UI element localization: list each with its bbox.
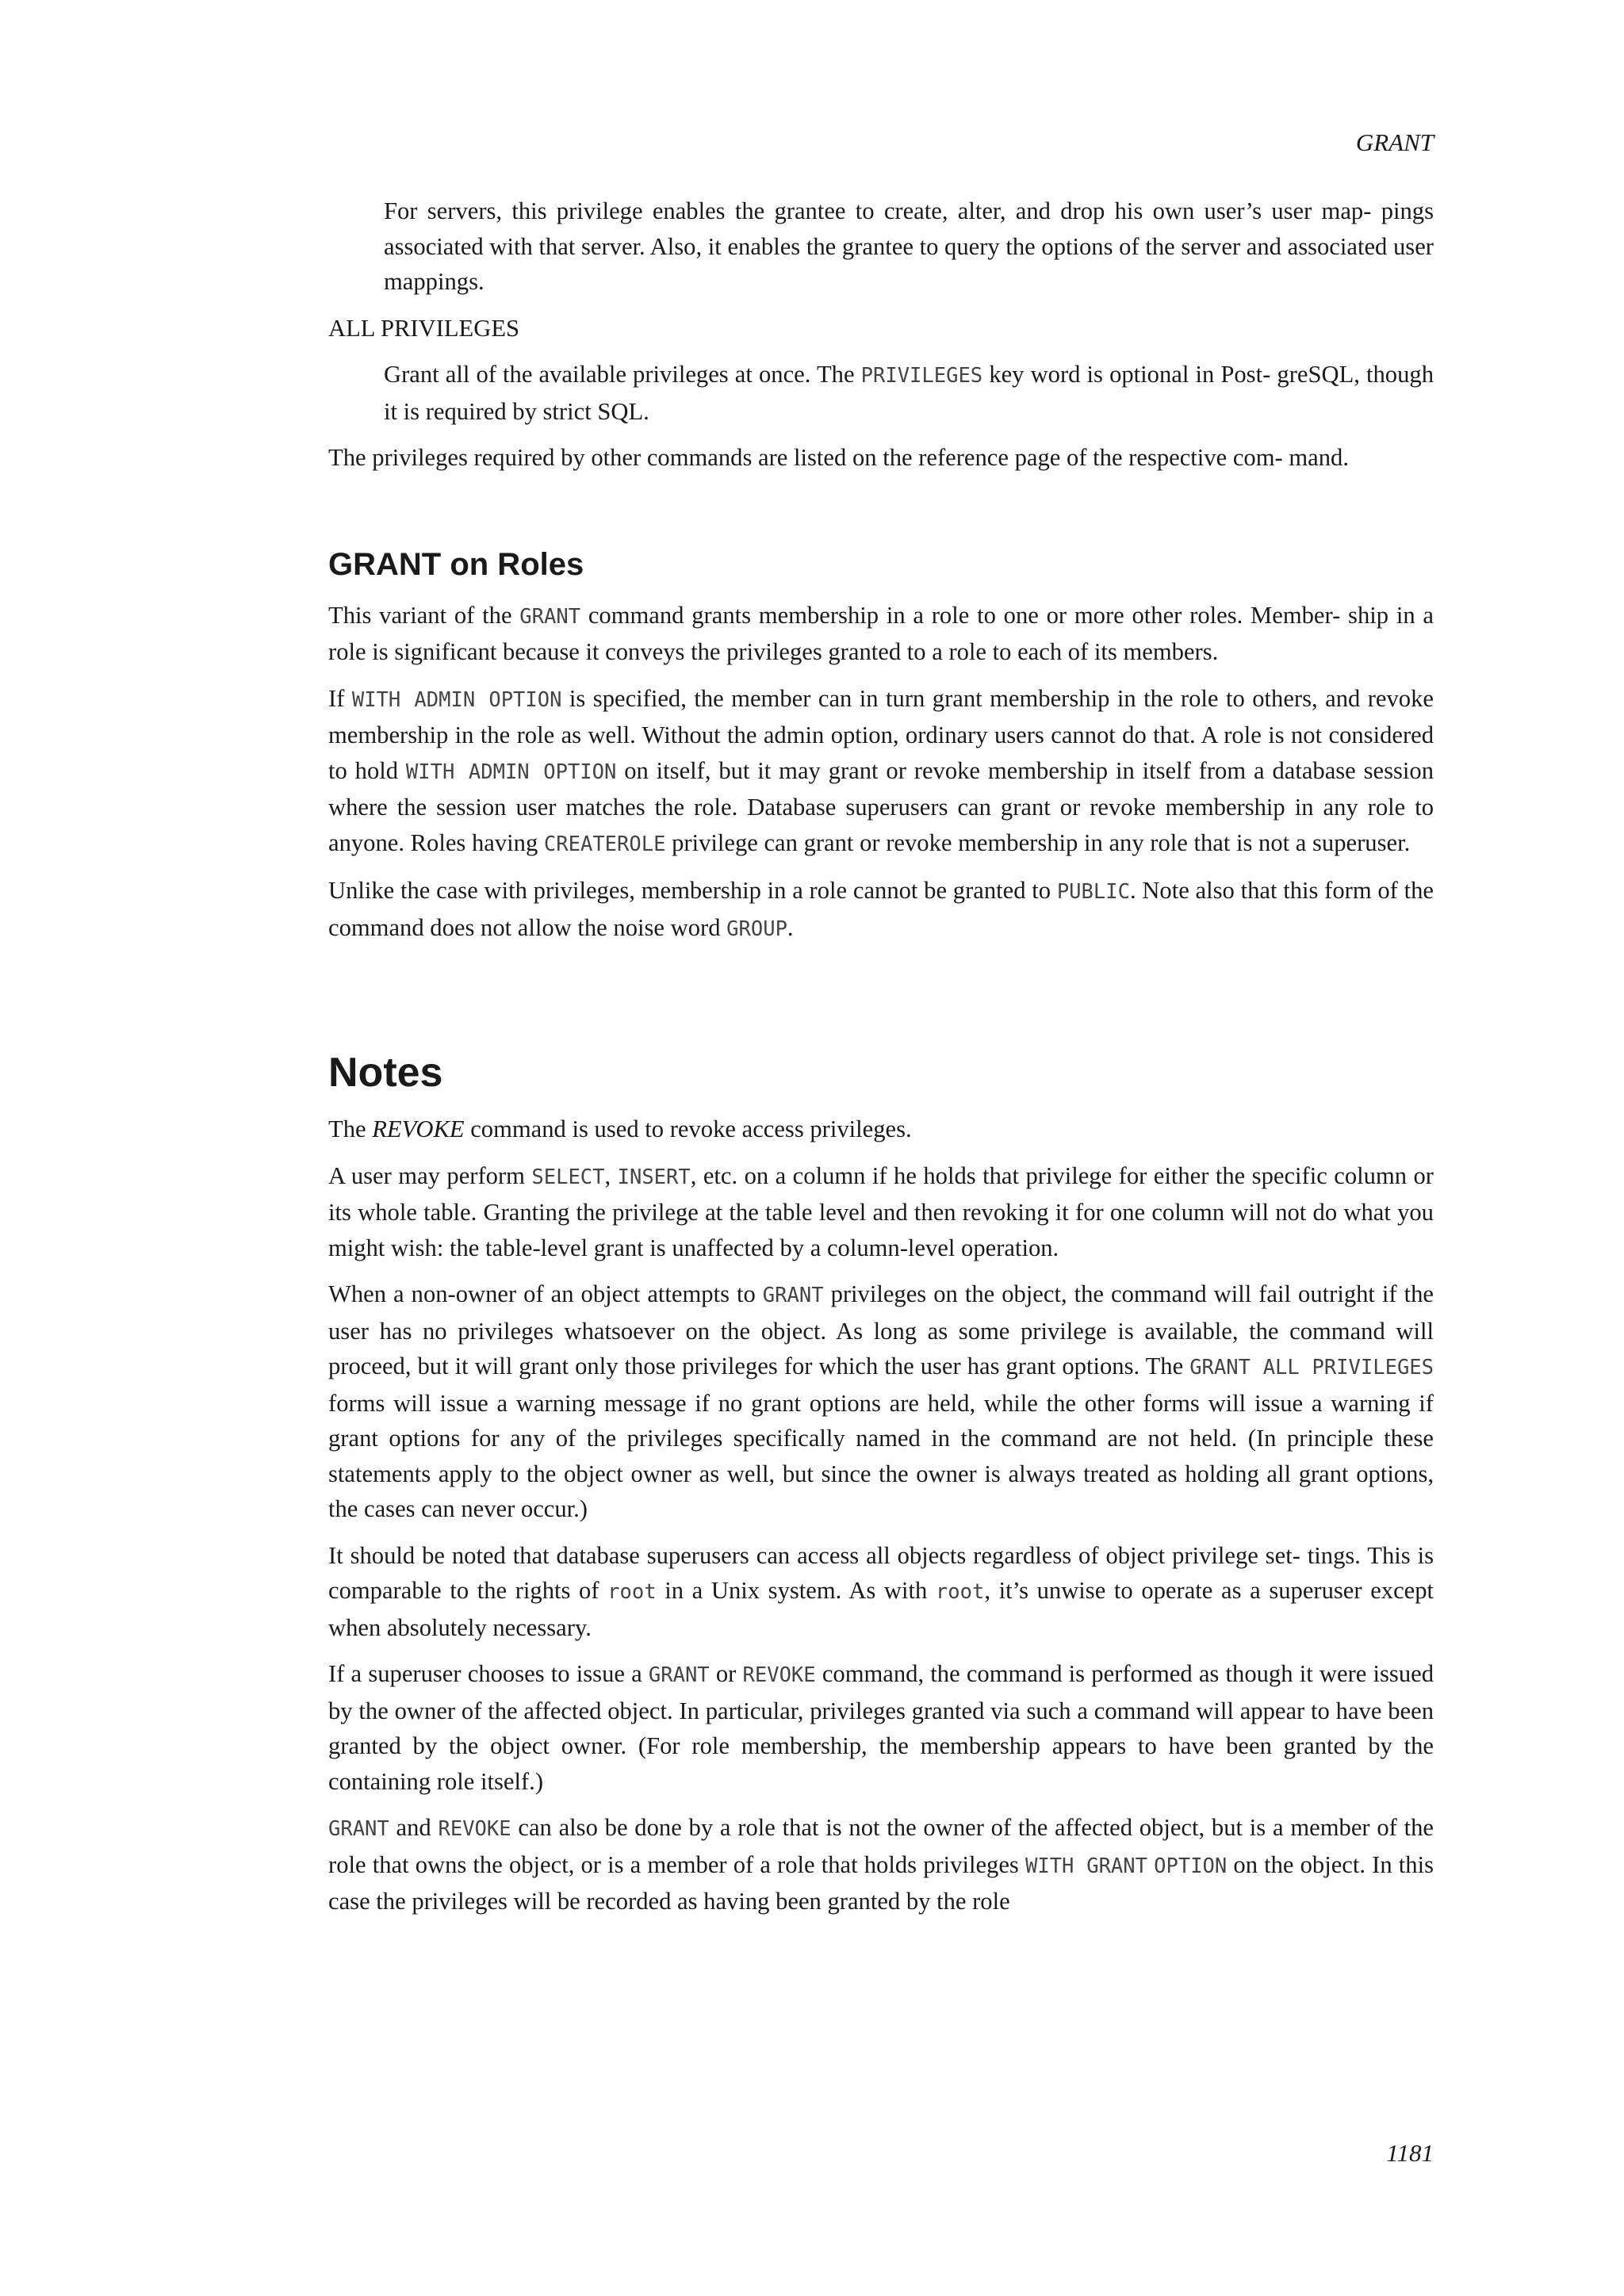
grant-roles-paragraph-2: If WITH ADMIN OPTION is specified, the member can in turn grant membership in the role to others, and revoke membership in the role as well. Without the admin option, ordinary users cannot do that. A role is not considered to hold WITH ADMIN OPTION on itself, but it may grant or revoke membership in itself from a database session where the session user matches the role. Database superusers can grant or revoke membership in any role to anyone. Roles having CREATEROLE privilege can grant or revoke membership in any role that is not a superuser. [328,684,1434,856]
grant-roles-paragraph-3: Unlike the case with privileges, membership in a role cannot be granted to PUBLIC. Note also that this form of the command does not allow the noise word GROUP. [328,877,1434,941]
code-grant: GRANT [762,1284,824,1307]
running-header: GRANT [1355,128,1434,156]
servers-privilege-paragraph: For servers, this privilege enables the grantee to create, alter, and drop his own user’s user map- pings associated with that server. Also, it enables the grantee to query the options of the server and associated user mappings. [384,197,1434,295]
code-group: GROUP [726,916,787,941]
code-revoke: REVOKE [438,1817,511,1841]
notes-paragraph-4: It should be noted that database superusers can access all objects regardless of object privilege set- tings. This is comparable to the rights of root in a Unix system. As with root, it’s unwise to operate as a superuser except when absolutely necessary. [328,1541,1434,1641]
all-privileges-term: ALL PRIVILEGES [328,314,520,342]
other-commands-paragraph: The privileges required by other commands are listed on the reference page of the respective com- mand. [328,444,1349,471]
grant-roles-paragraph-1: This variant of the GRANT command grants membership in a role to one or more other roles. Member- ship in a role is significant because it conveys the privileges granted to a role to each of its members. [328,601,1434,665]
notes-paragraph-2: A user may perform SELECT, INSERT, etc. on a column if he holds that privilege for either the specific column or its whole table. Granting the privilege at the table level and then revoking it for one column will not do what you might wish: the table-level grant is unaffected by a column-level operation. [328,1161,1434,1261]
notes-paragraph-1: The REVOKE command is used to revoke access privileges. [328,1115,912,1142]
code-option: OPTION [1154,1854,1228,1878]
page-number: 1181 [1386,2139,1434,2167]
all-privileges-description: Grant all of the available privileges at once. The PRIVILEGES key word is optional in Post- greSQL, though it is required by strict SQL. [384,361,1434,425]
revoke-link-text: REVOKE [372,1115,465,1142]
code-root: root [607,1580,657,1604]
code-select: SELECT [531,1165,605,1189]
notes-paragraph-5: If a superuser chooses to issue a GRANT or REVOKE command, the command is performed as though it were issued by the owner of the affected object. In particular, privileges granted via such a command will appear to have been granted by the object owner. (For role membership, the membership appears to have been granted by the containing role itself.) [328,1660,1434,1795]
code-privileges: PRIVILEGES [860,364,983,388]
code-root: root [935,1580,985,1604]
notes-paragraph-3: When a non-owner of an object attempts to GRANT privileges on the object, the command will fail outright if the user has no privileges whatsoever on the object. As long as some privilege is available, the command will proceed, but it will grant only those privileges for which the user has grant options. The GRANT ALL PRIVILEGES forms will issue a warning message if no grant options are held, while the other forms will issue a warning if grant options for any of the privileges specifically named in the command are not held. (In principle these statements apply to the object owner as well, but since the owner is always treated as holding all grant options, the cases can never occur.) [328,1280,1434,1522]
code-insert: INSERT [617,1165,691,1189]
section-heading-notes: Notes [328,1050,443,1096]
code-with-admin-option: WITH ADMIN OPTION [405,760,617,784]
notes-paragraph-6: GRANT and REVOKE can also be done by a role that is not the owner of the affected object, but is a member of the role that owns the object, or is a member of a role that holds privileges WITH GRANT OPTION on the object. In this case the privileges will be recorded as having been granted by the role [328,1814,1434,1915]
code-with-grant: WITH GRANT [1025,1854,1147,1878]
section-heading-grant-on-roles: GRANT on Roles [328,546,584,582]
code-createrole: CREATEROLE [543,832,666,856]
code-grant: GRANT [328,1817,389,1841]
code-public: PUBLIC [1056,880,1130,904]
code-grant: GRANT [519,604,581,629]
code-grant-all-privileges: GRANT ALL PRIVILEGES [1189,1356,1434,1380]
code-revoke: REVOKE [742,1663,816,1687]
code-with-admin-option: WITH ADMIN OPTION [351,687,562,712]
code-grant: GRANT [648,1663,710,1687]
page-content [328,193,1434,1919]
document-page [328,0,1434,2296]
